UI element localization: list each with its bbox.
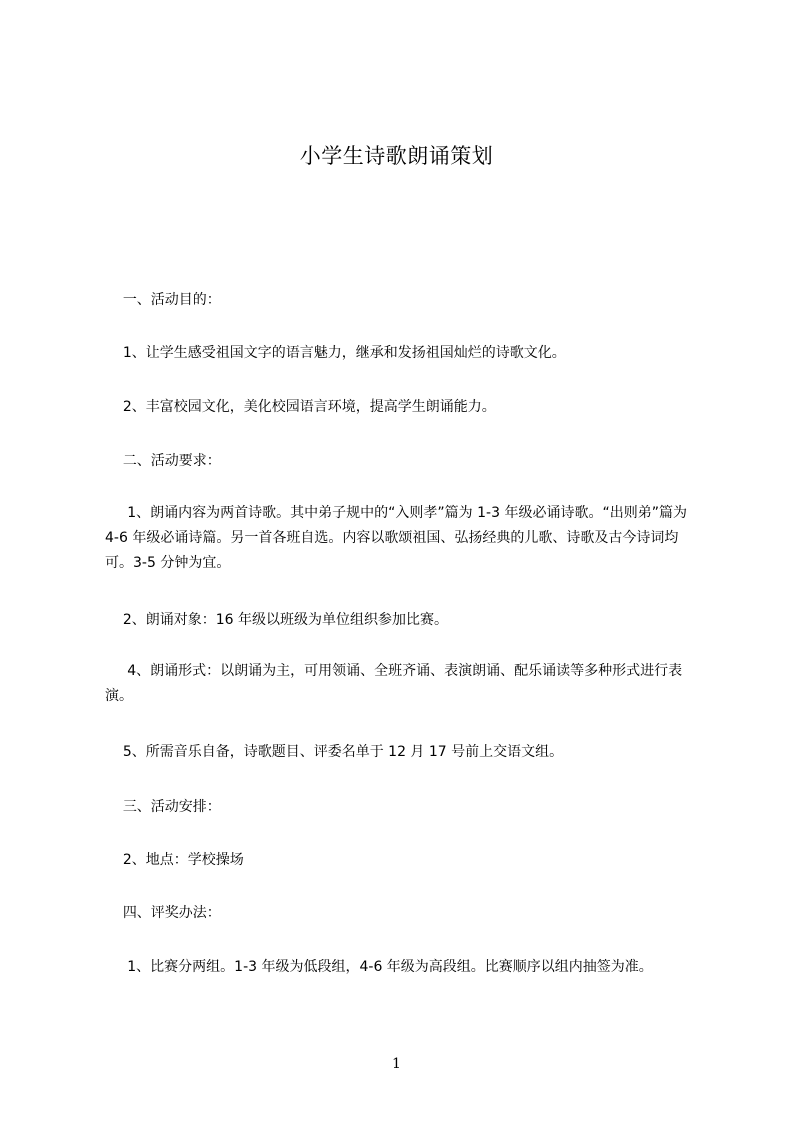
section-heading-awards: 四、评奖办法： [105, 905, 221, 921]
paragraph: 1、朗诵内容为两首诗歌。其中弟子规中的“入则孝”篇为 1-3 年级必诵诗歌。“出则弟”篇为 4-6 年级必诵诗篇。另一首各班自选。内容以歌颂祖国、弘扬经典的儿歌、诗歌及古今诗词均可。3-5 分钟为宜。 [105, 505, 692, 571]
paragraph: 2、朗诵对象：16 年级以班级为单位组织参加比赛。 [105, 612, 448, 628]
paragraph: 2、丰富校园文化，美化校园语言环境，提高学生朗诵能力。 [105, 399, 496, 415]
section-heading-requirements: 二、活动要求： [105, 453, 221, 469]
section-heading-arrangement: 三、活动安排： [105, 799, 221, 815]
paragraph: 2、地点：学校操场 [105, 852, 244, 868]
section-heading-purpose: 一、活动目的： [105, 292, 221, 308]
paragraph: 1、让学生感受祖国文字的语言魅力，继承和发扬祖国灿烂的诗歌文化。 [105, 345, 566, 361]
paragraph: 4、朗诵形式：以朗诵为主，可用领诵、全班齐诵、表演朗诵、配乐诵读等多种形式进行表演。 [105, 663, 683, 704]
paragraph: 5、所需音乐自备，诗歌题目、评委名单于 12 月 17 号前上交语文组。 [105, 744, 564, 760]
page-number: 1 [392, 1056, 401, 1072]
document-title: 小学生诗歌朗诵策划 [299, 144, 494, 168]
paragraph: 1、比赛分两组。1-3 年级为低段组，4-6 年级为高段组。比赛顺序以组内抽签为准。 [105, 959, 653, 975]
